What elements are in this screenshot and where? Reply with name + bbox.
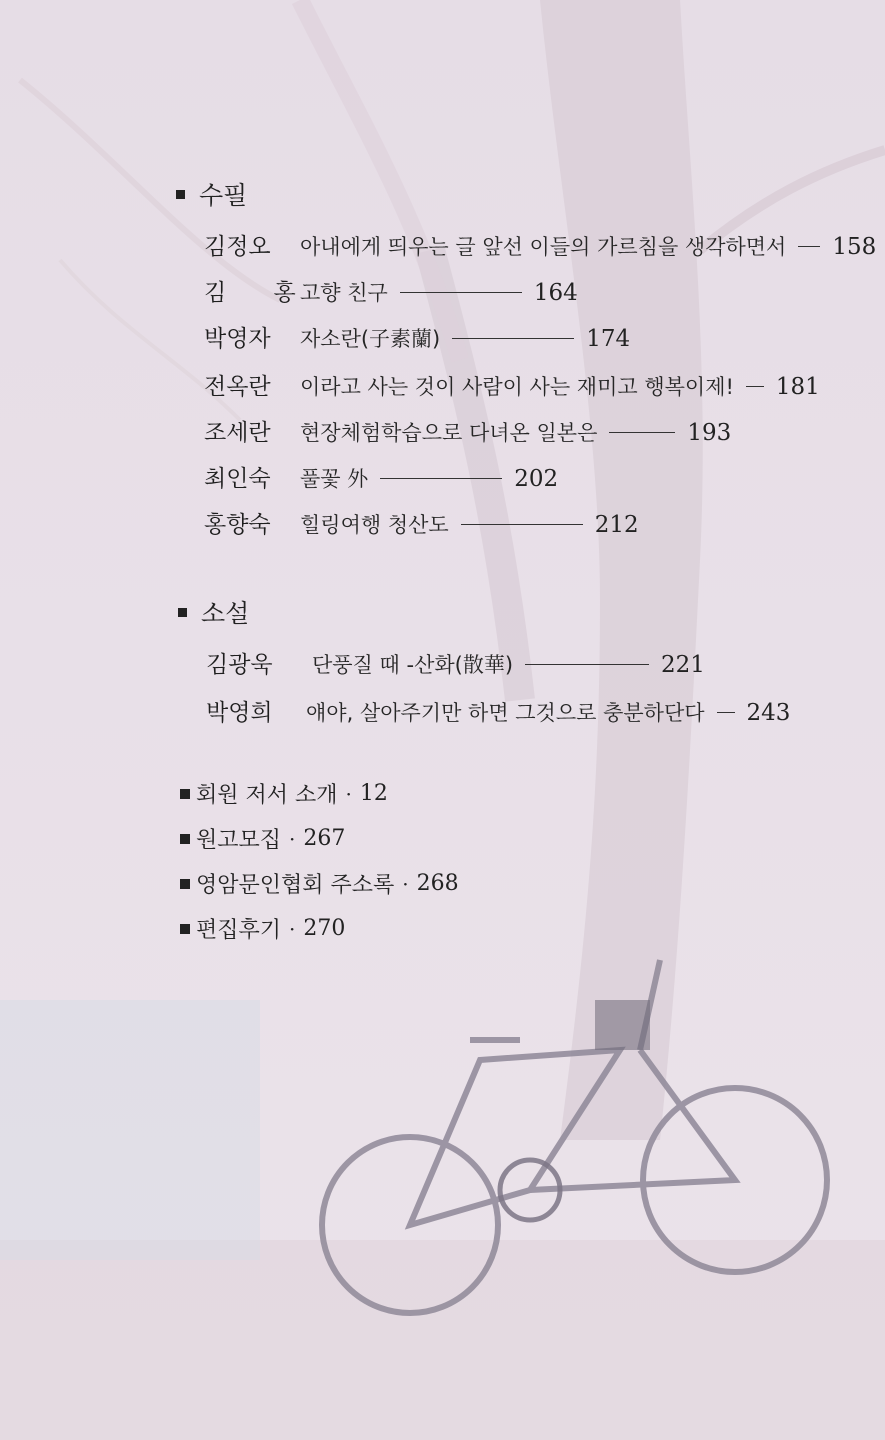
author-name: 조세란	[204, 420, 271, 446]
separator-dot: ·	[289, 826, 296, 851]
page-number: 174	[586, 326, 631, 352]
page-number: 202	[514, 466, 559, 492]
section-title: 수필	[199, 181, 248, 210]
square-bullet-icon	[178, 608, 187, 617]
separator-dot: ·	[289, 916, 296, 941]
misc-label: 영암문인협회 주소록	[196, 873, 395, 898]
page-number: 181	[775, 374, 820, 400]
leader-dash	[609, 432, 675, 433]
entry-title: 힐링여행 청산도	[300, 513, 449, 537]
leader-dash	[717, 712, 735, 713]
author-name: 김 홍	[204, 280, 316, 306]
page-number: 221	[661, 652, 705, 678]
toc-entry	[204, 320, 630, 353]
entry-title: 단풍질 때 -산화(散華)	[312, 653, 514, 677]
misc-label: 편집후기	[196, 918, 282, 943]
misc-label: 원고모집	[196, 828, 282, 853]
toc-entry	[204, 228, 876, 261]
page-number: 268	[416, 871, 459, 896]
entry-title: 얘야, 살아주기만 하면 그것으로 충분하단다	[306, 701, 705, 725]
page-number: 267	[303, 826, 346, 851]
toc-entry	[204, 460, 558, 493]
leader-dash	[400, 292, 522, 293]
entry-title: 이라고 사는 것이 사람이 사는 재미고 행복이제!	[300, 375, 734, 399]
author-name: 김광욱	[206, 652, 273, 678]
square-bullet-icon	[180, 789, 190, 799]
misc-entry	[180, 778, 388, 809]
page-number: 270	[303, 916, 346, 941]
author-name: 최인숙	[204, 466, 271, 492]
leader-dash	[461, 524, 583, 525]
page-number: 158	[832, 234, 877, 260]
square-bullet-icon	[180, 924, 190, 934]
separator-dot: ·	[402, 871, 409, 896]
entry-title: 자소란(子素蘭)	[300, 327, 441, 351]
author-name: 박영희	[206, 700, 273, 726]
toc-entry	[204, 414, 731, 447]
leader-dash	[746, 386, 764, 387]
entry-title: 풀꽃 外	[300, 467, 369, 491]
entry-title: 현장체험학습으로 다녀온 일본은	[300, 421, 598, 445]
author-name: 전옥란	[204, 374, 271, 400]
misc-label: 회원 저서 소개	[196, 783, 338, 808]
misc-entry	[180, 868, 459, 899]
toc-entry	[204, 506, 639, 539]
author-name: 홍향숙	[204, 512, 271, 538]
entry-title: 고향 친구	[300, 281, 388, 305]
page-number: 12	[359, 781, 388, 806]
leader-dash	[798, 246, 820, 247]
toc-entry	[204, 274, 578, 307]
misc-entry	[180, 823, 345, 854]
page-number: 164	[533, 280, 578, 306]
section-title: 소설	[201, 599, 250, 628]
misc-entry	[180, 913, 345, 944]
toc-entry	[206, 646, 705, 679]
toc-entry	[204, 368, 820, 401]
separator-dot: ·	[345, 781, 352, 806]
page-number: 243	[746, 700, 791, 726]
leader-dash	[380, 478, 502, 479]
leader-dash	[525, 664, 649, 665]
page-number: 193	[687, 420, 732, 446]
page-number: 212	[594, 512, 639, 538]
section-heading-novel	[178, 594, 249, 630]
entry-title: 아내에게 띄우는 글 앞선 이들의 가르침을 생각하면서	[300, 235, 787, 259]
square-bullet-icon	[180, 879, 190, 889]
toc-entry	[206, 694, 790, 727]
author-name: 박영자	[204, 326, 271, 352]
square-bullet-icon	[176, 190, 185, 199]
leader-dash	[452, 338, 574, 339]
author-name: 김정오	[204, 234, 271, 260]
section-heading-essay	[176, 176, 247, 212]
square-bullet-icon	[180, 834, 190, 844]
